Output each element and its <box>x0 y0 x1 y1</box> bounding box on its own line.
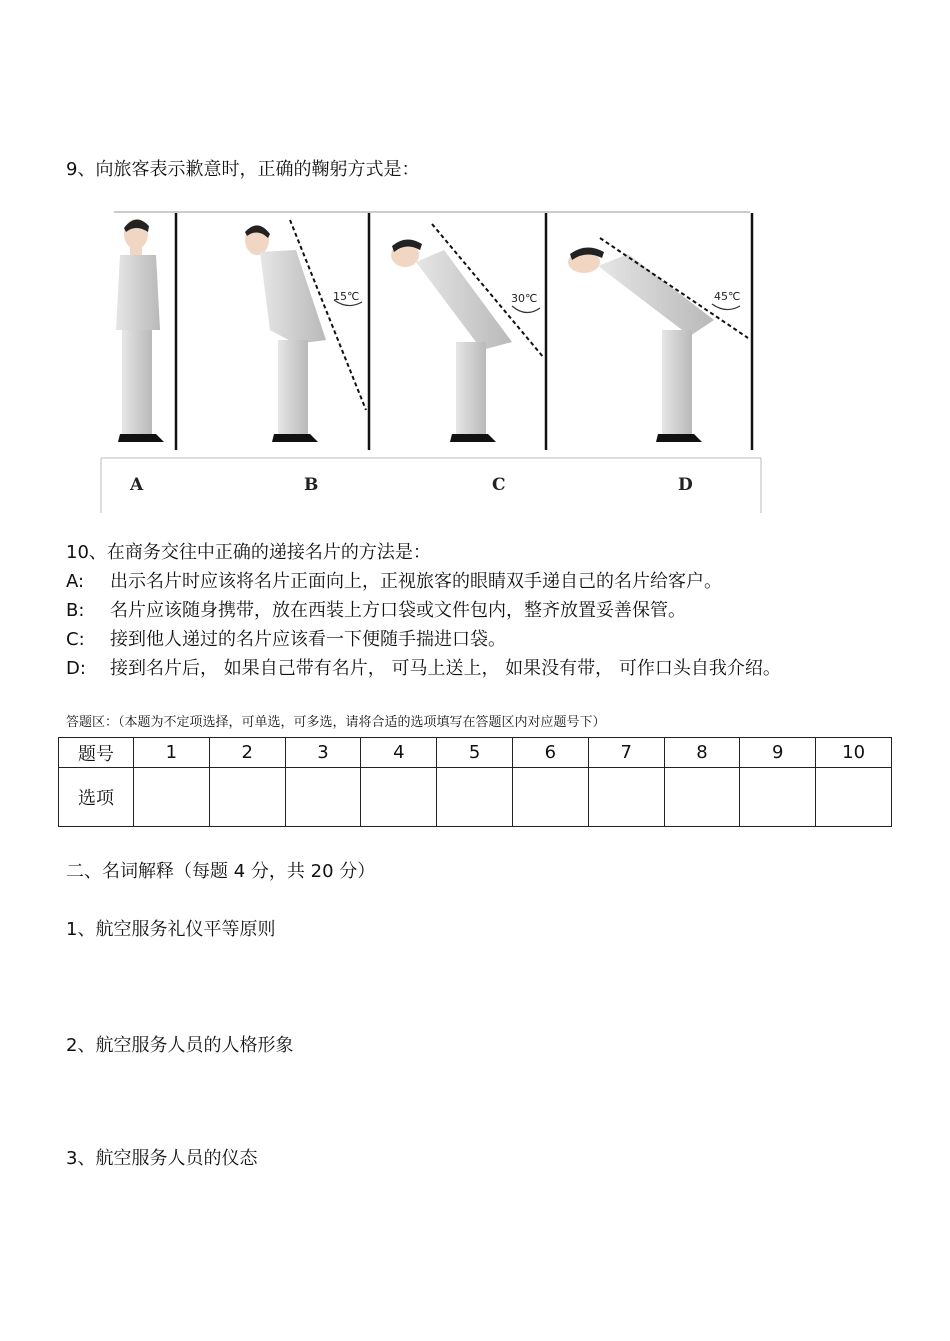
figure-label-c: C <box>492 475 506 495</box>
question-number-cell: 3 <box>285 738 361 768</box>
option-c <box>66 625 781 654</box>
term-item-3: 3、航空服务人员的仪态 <box>66 1148 258 1169</box>
answer-table <box>58 737 892 827</box>
figure-label-a: A <box>130 475 144 495</box>
option-d <box>66 654 781 683</box>
angle-label-b: 15℃ <box>333 290 360 303</box>
question-10 <box>66 538 781 683</box>
term-item-1: 1、航空服务礼仪平等原则 <box>66 919 276 940</box>
question-number-cell: 8 <box>664 738 740 768</box>
option-text: 接到他人递过的名片应该看一下便随手揣进口袋。 <box>110 629 506 650</box>
option-key: A: <box>66 571 85 592</box>
question-number-cell: 6 <box>512 738 588 768</box>
answer-cell[interactable] <box>361 768 437 827</box>
figure-label-d: D <box>678 475 693 495</box>
option-text: 出示名片时应该将名片正面向上，正视旅客的眼睛双手递自己的名片给客户。 <box>110 571 722 592</box>
answer-cell[interactable] <box>588 768 664 827</box>
question-number-cell: 1 <box>134 738 210 768</box>
question-number-cell: 7 <box>588 738 664 768</box>
answer-cell[interactable] <box>285 768 361 827</box>
question-number-cell: 5 <box>437 738 513 768</box>
angle-label-d: 45℃ <box>714 290 741 303</box>
section-2-title: 二、名词解释（每题 4 分，共 20 分） <box>66 861 376 882</box>
option-key: D: <box>66 658 86 679</box>
answer-cell[interactable] <box>664 768 740 827</box>
term-item-2: 2、航空服务人员的人格形象 <box>66 1035 294 1056</box>
answer-area-note: 答题区：（本题为不定项选择，可单选，可多选，请将合适的选项填写在答题区内对应题号下） <box>66 715 606 730</box>
figure-label-b: B <box>304 475 319 495</box>
option-key: B: <box>66 600 85 621</box>
question-10-stem: 10、在商务交往中正确的递接名片的方法是： <box>66 542 431 563</box>
question-number-cell: 10 <box>816 738 892 768</box>
bowing-figure <box>100 210 765 515</box>
answer-cell[interactable] <box>209 768 285 827</box>
question-number-cell: 2 <box>209 738 285 768</box>
answer-cell[interactable] <box>134 768 210 827</box>
option-key: C: <box>66 629 85 650</box>
answer-cell[interactable] <box>816 768 892 827</box>
angle-label-c: 30℃ <box>511 292 538 305</box>
answer-table-header-row <box>59 738 892 768</box>
question-9: 9、向旅客表示歉意时，正确的鞠躬方式是： <box>66 159 420 180</box>
option-text: 接到名片后， 如果自己带有名片， 可马上送上， 如果没有带， 可作口头自我介绍。 <box>110 658 781 679</box>
option-a <box>66 567 781 596</box>
answer-cell[interactable] <box>437 768 513 827</box>
answer-cell[interactable] <box>512 768 588 827</box>
row-label-cell: 选项 <box>59 768 134 827</box>
answer-cell[interactable] <box>740 768 816 827</box>
answer-table-answer-row <box>59 768 892 827</box>
question-number-cell: 9 <box>740 738 816 768</box>
option-b <box>66 596 781 625</box>
question-number-cell: 4 <box>361 738 437 768</box>
row-header-cell: 题号 <box>59 738 134 768</box>
option-text: 名片应该随身携带，放在西装上方口袋或文件包内，整齐放置妥善保管。 <box>110 600 686 621</box>
